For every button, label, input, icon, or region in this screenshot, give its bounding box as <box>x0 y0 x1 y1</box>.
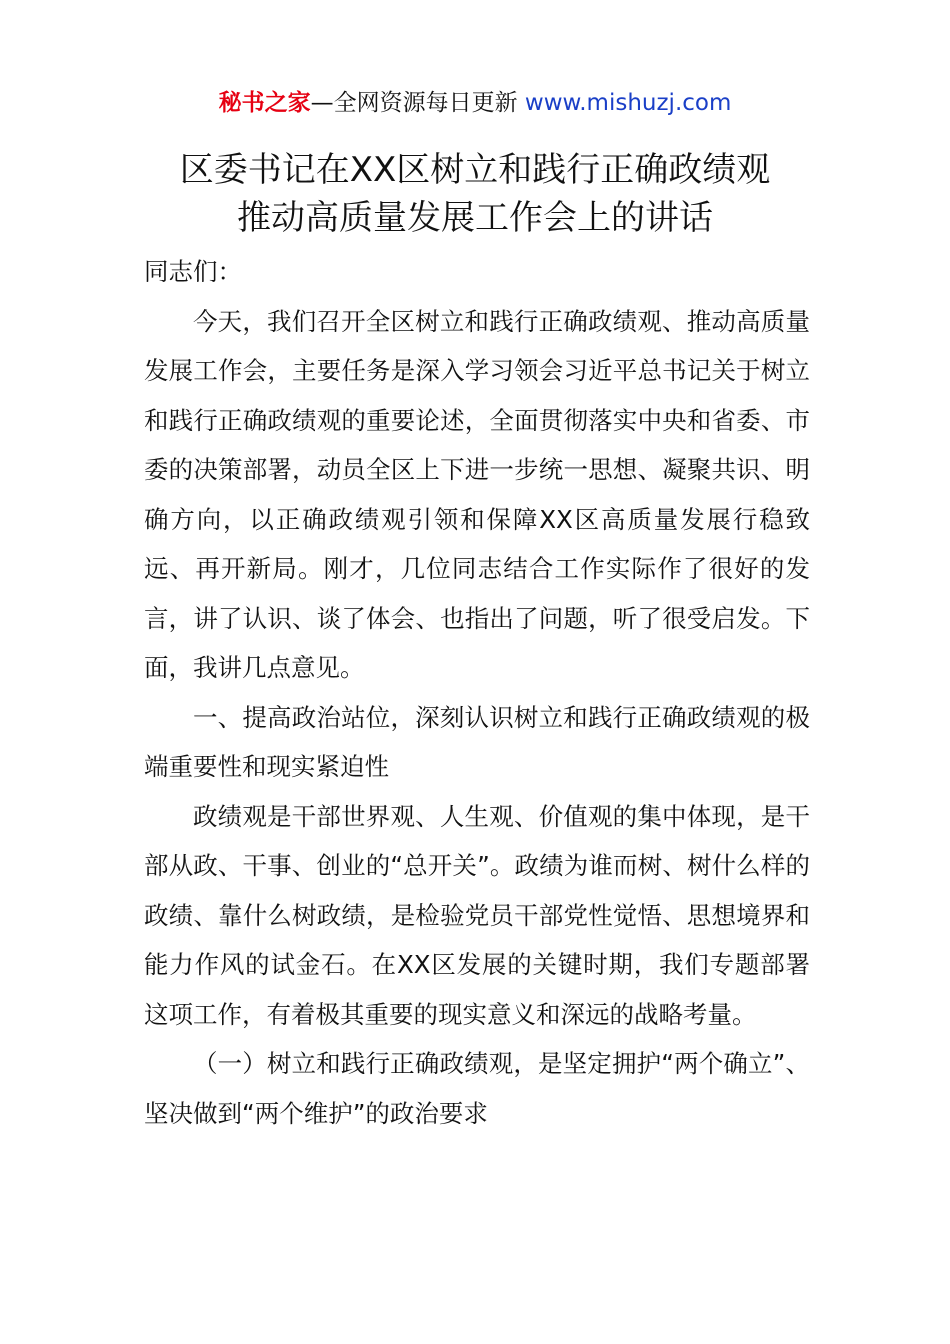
site-header <box>0 86 950 120</box>
document-title <box>0 146 950 242</box>
site-url-link[interactable]: www.mishuzj.com <box>524 90 732 116</box>
header-slogan: —全网资源每日更新 <box>310 90 518 116</box>
subsection-heading-1: （一）树立和践行正确政绩观，是坚定拥护“两个确立”、坚决做到“两个维护”的政治要求 <box>144 1049 810 1128</box>
title-line-2: 推动高质量发展工作会上的讲话 <box>237 198 713 238</box>
document-body <box>144 247 810 1138</box>
title-line-1: 区委书记在XX区树立和践行正确政绩观 <box>179 150 771 190</box>
body-paragraph-2: 政绩观是干部世界观、人生观、价值观的集中体现，是干部从政、干事、创业的“总开关”。政绩为谁而树、树什么样的政绩、靠什么树政绩，是检验党员干部党性觉悟、思想境界和能力作风的试金石。在XX区发展的关键时期，我们专题部署这项工作，有着极其重要的现实意义和深远的战略考量。 <box>144 801 810 1029</box>
salutation: 同志们： <box>144 257 242 286</box>
brand-name: 秘书之家 <box>218 90 311 116</box>
section-heading-1: 一、提高政治站位，深刻认识树立和践行正确政绩观的极端重要性和现实紧迫性 <box>144 702 810 781</box>
body-paragraph-intro: 今天，我们召开全区树立和践行正确政绩观、推动高质量发展工作会，主要任务是深入学习领会习近平总书记关于树立和践行正确政绩观的重要论述，全面贯彻落实中央和省委、市委的决策部署，动员全区上下进一步统一思想、凝聚共识、明确方向，以正确政绩观引领和保障XX区高质量发展行稳致远、再开新局。刚才，几位同志结合工作实际作了很好的发言，讲了认识、谈了体会、也指出了问题，听了很受启发。下面，我讲几点意见。 <box>144 306 810 682</box>
